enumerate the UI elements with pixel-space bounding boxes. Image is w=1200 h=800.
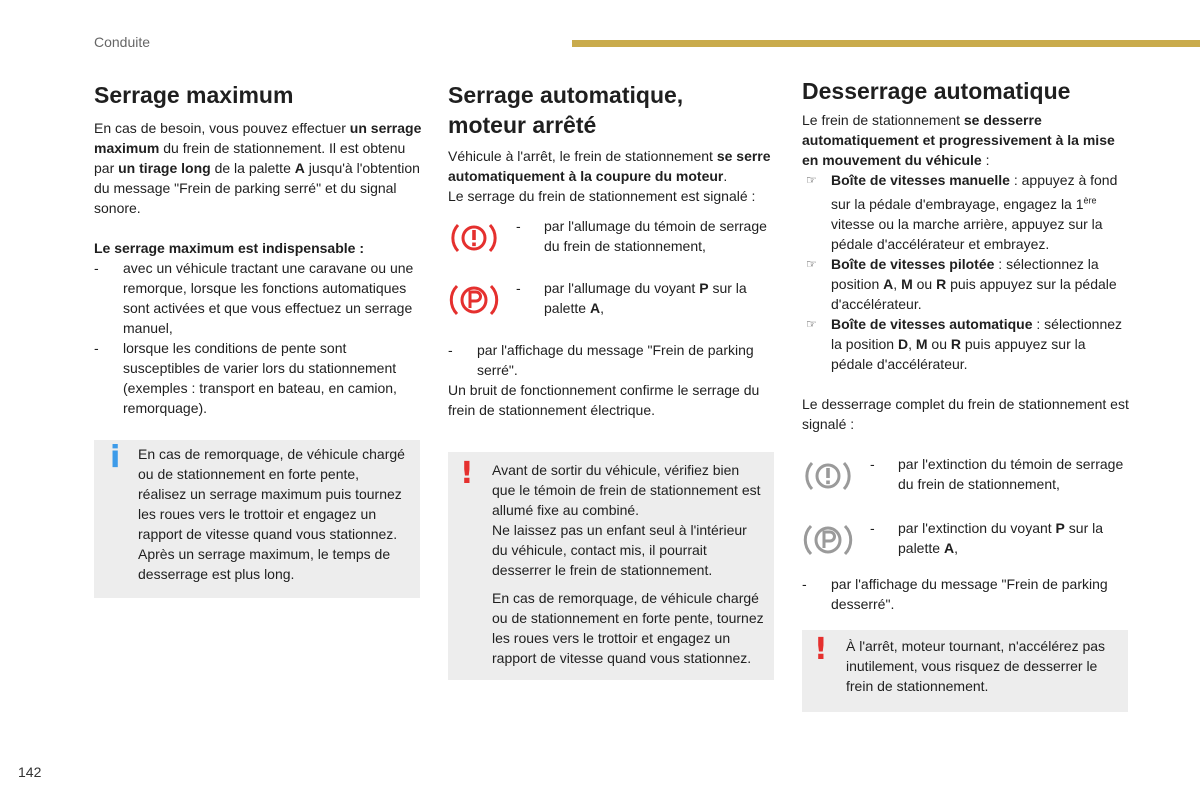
brake-warning-icon — [448, 218, 500, 258]
gearbox-item-text — [831, 256, 1117, 312]
dash-marker: - — [870, 519, 875, 536]
heading-serrage-maximum: Serrage maximum — [94, 82, 294, 108]
text-run: , — [600, 300, 604, 316]
text-run: R — [950, 335, 961, 352]
text-run: par l'allumage du témoin de serrage du frein de stationnement, — [544, 218, 767, 254]
dash-marker: - — [516, 218, 521, 234]
gearbox-item — [802, 170, 1130, 254]
text-run: : appuyez à fond sur la pédale d'embrayage, engagez la 1 — [831, 172, 1118, 212]
text-run: de la palette — [210, 160, 295, 176]
page-number: 142 — [18, 764, 42, 780]
pointing-hand-icon: ☞ — [806, 316, 817, 331]
info-box-text: Après un serrage maximum, le temps de desserrage est plus long. — [138, 546, 391, 582]
heading-serrage-automatique — [448, 80, 776, 140]
indicator-item-text — [898, 518, 1130, 558]
text-run: du frein de stationnement. Il est obtenu par — [94, 140, 406, 176]
text-run: puis appuyez sur la pédale d'accélérateur. — [831, 335, 1086, 372]
indicator-item — [448, 278, 776, 340]
desserrage-intro — [802, 110, 1130, 170]
text-run: M — [915, 335, 928, 352]
text-run: ère — [1083, 195, 1097, 205]
text-run: Le frein de stationnement — [802, 112, 964, 128]
text-run: P — [699, 280, 709, 296]
column-desserrage-automatique — [802, 78, 1130, 712]
text-run: Boîte de vitesses manuelle — [831, 172, 1010, 188]
warning-box-text: À l'arrêt, moteur tournant, n'accélérez pas inutilement, vous risquez de desserrer le frein de stationnement. — [846, 637, 1106, 694]
text-run: par l'extinction du témoin de serrage du frein de stationnement, — [898, 455, 1124, 492]
list-item-text: lorsque les conditions de pente sont susceptibles de varier lors du stationnement (exemples : transport en bateau, en camion, remorquage). — [123, 340, 397, 416]
noise-confirmation: Un bruit de fonctionnement confirme le serrage du frein de stationnement électrique. — [448, 382, 760, 418]
indicator-item — [802, 454, 1130, 518]
warning-box-text: Ne laissez pas un enfant seul à l'intérieur du véhicule, contact mis, il pourrait desserrer le frein de stationnement. — [492, 522, 747, 578]
text-run: D — [897, 335, 909, 352]
text-run: A — [589, 300, 601, 316]
dash-marker: - — [802, 575, 807, 592]
gearbox-item-text — [831, 172, 1117, 252]
indicator-item — [448, 216, 776, 278]
gearbox-item — [802, 254, 1130, 314]
pointing-hand-icon: ☞ — [806, 173, 817, 187]
text-run: A — [294, 160, 305, 176]
indicator-item-text — [544, 216, 776, 256]
signal-intro: Le desserrage complet du frein de stationnement est signalé : — [802, 395, 1129, 432]
text-run: , — [893, 275, 902, 292]
dash-marker: - — [448, 342, 453, 358]
info-icon: i — [110, 440, 121, 475]
text-run: se desserre automatiquement et progressivement à la mise en mouvement du véhicule — [802, 112, 1115, 168]
text-run: M — [901, 275, 913, 292]
serrage-maximum-intro — [94, 118, 422, 218]
info-box-text: En cas de remorquage, de véhicule chargé ou de stationnement en forte pente, réalisez un serrage maximum puis tournez les roues vers le trottoir et engagez un rapport de vitesse quand vous stationnez. — [138, 446, 405, 542]
text-run: se serre automatiquement à la coupure du moteur — [448, 148, 771, 184]
signal-intro: Le serrage du frein de stationnement est signalé : — [448, 188, 756, 204]
list-item-text: par l'affichage du message "Frein de parking desserré". — [831, 575, 1108, 612]
indicator-item — [802, 518, 1130, 574]
text-run: En cas de besoin, vous pouvez effectuer — [94, 120, 350, 136]
text-run: Véhicule à l'arrêt, le frein de stationnement — [448, 148, 717, 164]
header-accent-bar — [572, 40, 1200, 47]
list-item-text: avec un véhicule tractant une caravane ou une remorque, lorsque les fonctions automatiques sont activées et que vous effectuez un serrage manuel, — [123, 260, 414, 336]
text-run: par l'allumage du voyant — [544, 280, 700, 296]
serrage-maximum-subtitle: Le serrage maximum est indispensable : — [94, 240, 364, 256]
warning-icon: ! — [460, 456, 474, 491]
warning-box — [448, 452, 774, 680]
heading-line: moteur arrêté — [448, 112, 597, 138]
gearbox-item-text — [831, 316, 1122, 372]
list-item — [802, 574, 1130, 614]
brake-warning-off-icon — [802, 456, 854, 496]
text-run: puis appuyez sur la pédale d'accélérateur. — [831, 275, 1117, 312]
text-run: P — [1055, 519, 1065, 536]
indicator-item-text — [544, 278, 776, 318]
info-box — [94, 440, 420, 598]
indicator-item-text — [898, 454, 1130, 494]
parking-brake-p-icon — [448, 280, 500, 320]
dash-marker: - — [870, 455, 875, 472]
list-item-text: par l'affichage du message "Frein de parking serré". — [477, 342, 754, 378]
text-run: un tirage long — [118, 160, 211, 176]
text-run: ou — [927, 335, 951, 352]
text-run: jusqu'à l'obtention du message "Frein de parking serré" et du signal sonore. — [94, 160, 420, 216]
list-item — [94, 338, 422, 418]
list-item — [94, 258, 422, 338]
dash-marker: - — [94, 340, 99, 356]
text-run: un serrage maximum — [94, 120, 422, 156]
text-run: sur la palette — [544, 280, 747, 316]
parking-brake-p-off-icon — [802, 520, 854, 560]
warning-icon: ! — [814, 631, 828, 667]
text-run: : — [981, 152, 990, 168]
text-run: : sélectionnez la position — [831, 315, 1123, 352]
column-serrage-maximum — [94, 78, 422, 598]
text-run: . — [723, 168, 728, 184]
dash-marker: - — [516, 280, 521, 296]
serrage-automatique-intro — [448, 146, 776, 186]
text-run: A — [943, 539, 955, 556]
text-run: R — [936, 275, 947, 292]
text-run: Boîte de vitesses pilotée — [831, 255, 995, 272]
text-run: sur la palette — [898, 519, 1104, 556]
heading-desserrage-automatique: Desserrage automatique — [802, 78, 1071, 104]
warning-box-text: Avant de sortir du véhicule, vérifiez bien que le témoin de frein de stationnement est allumé fixe au combiné. — [492, 462, 761, 518]
list-item — [448, 340, 776, 380]
text-run: , — [908, 335, 916, 352]
text-run: Boîte de vitesses automatique — [831, 315, 1033, 332]
pointing-hand-icon: ☞ — [806, 256, 817, 271]
warning-box-text: En cas de remorquage, de véhicule chargé ou de stationnement en forte pente, tournez les roues vers le trottoir et engagez un rapport de vitesse quand vous stationnez. — [492, 590, 764, 666]
dash-marker: - — [94, 260, 99, 276]
text-run: vitesse ou la marche arrière, appuyez sur la pédale d'accélérateur et embrayez. — [831, 215, 1103, 252]
text-run: : sélectionnez la position — [831, 255, 1099, 292]
column-serrage-automatique — [448, 78, 776, 680]
text-run: , — [954, 539, 958, 556]
text-run: ou — [912, 275, 937, 292]
text-run: par l'extinction du voyant — [898, 519, 1056, 536]
warning-box — [802, 630, 1128, 712]
gearbox-item — [802, 314, 1130, 374]
section-label: Conduite — [94, 34, 151, 50]
text-run: A — [883, 275, 894, 292]
heading-line: Serrage automatique, — [448, 82, 684, 108]
